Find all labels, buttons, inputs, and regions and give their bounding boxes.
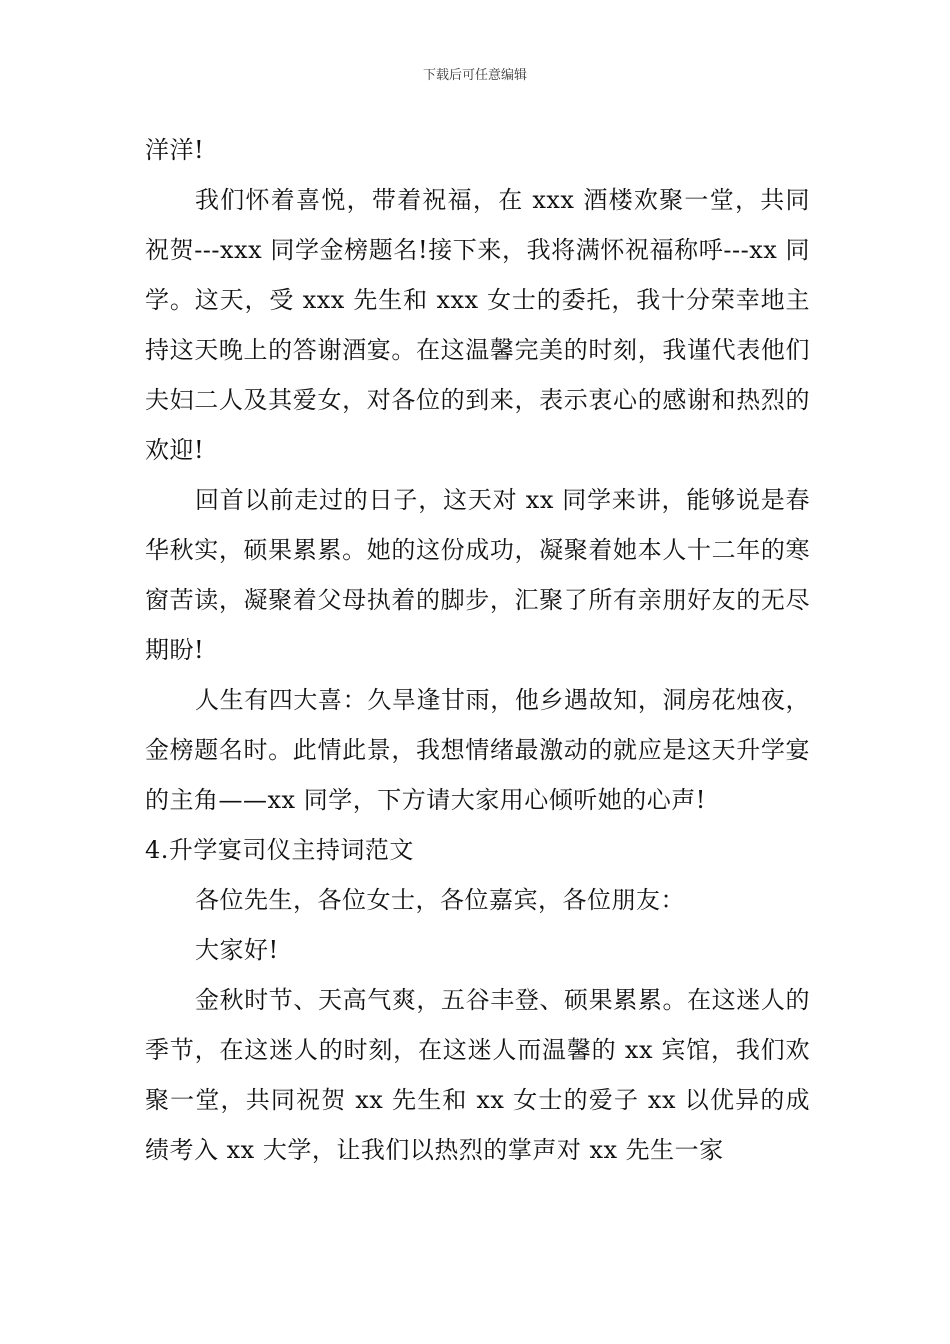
paragraph-four-joys: 人生有四大喜：久旱逢甘雨，他乡遇故知，洞房花烛夜，金榜题名时。此情此景，我想情绪最激动的就应是这天升学宴的主角——xx 同学，下方请大家用心倾听她的心声! bbox=[145, 686, 810, 814]
paragraph-continuation: 洋洋! bbox=[145, 136, 205, 164]
paragraph-gathering: 我们怀着喜悦，带着祝福，在 xxx 酒楼欢聚一堂，共同祝贺---xxx 同学金榜题名!接下来，我将满怀祝福称呼---xx 同学。这天，受 xxx 先生和 xxx 女士的委托，我十分荣幸地主持这天晚上的答谢酒宴。在这温馨完美的时刻，我谨代表他们夫妇二人及其爱女，对各位的到来，表示衷心的感谢和热烈的欢迎! bbox=[145, 186, 810, 464]
paragraph-review: 回首以前走过的日子，这天对 xx 同学来讲，能够说是春华秋实，硕果累累。她的这份成功，凝聚着她本人十二年的寒窗苦读，凝聚着父母执着的脚步，汇聚了所有亲朋好友的无尽期盼! bbox=[145, 486, 810, 664]
paragraph-salutation: 各位先生，各位女士，各位嘉宾，各位朋友： bbox=[195, 886, 685, 914]
paragraph-greeting: 大家好! bbox=[195, 936, 279, 964]
page-header-note: 下载后可任意编辑 bbox=[422, 68, 527, 83]
document-body bbox=[145, 125, 810, 1175]
section-heading: 4.升学宴司仪主持词范文 bbox=[145, 836, 414, 864]
paragraph-golden-autumn: 金秋时节、天高气爽，五谷丰登、硕果累累。在这迷人的季节，在这迷人的时刻，在这迷人而温馨的 xx 宾馆，我们欢聚一堂，共同祝贺 xx 先生和 xx 女士的爱子 xx 以优异的成绩考入 xx 大学，让我们以热烈的掌声对 xx 先生一家 bbox=[145, 986, 810, 1164]
